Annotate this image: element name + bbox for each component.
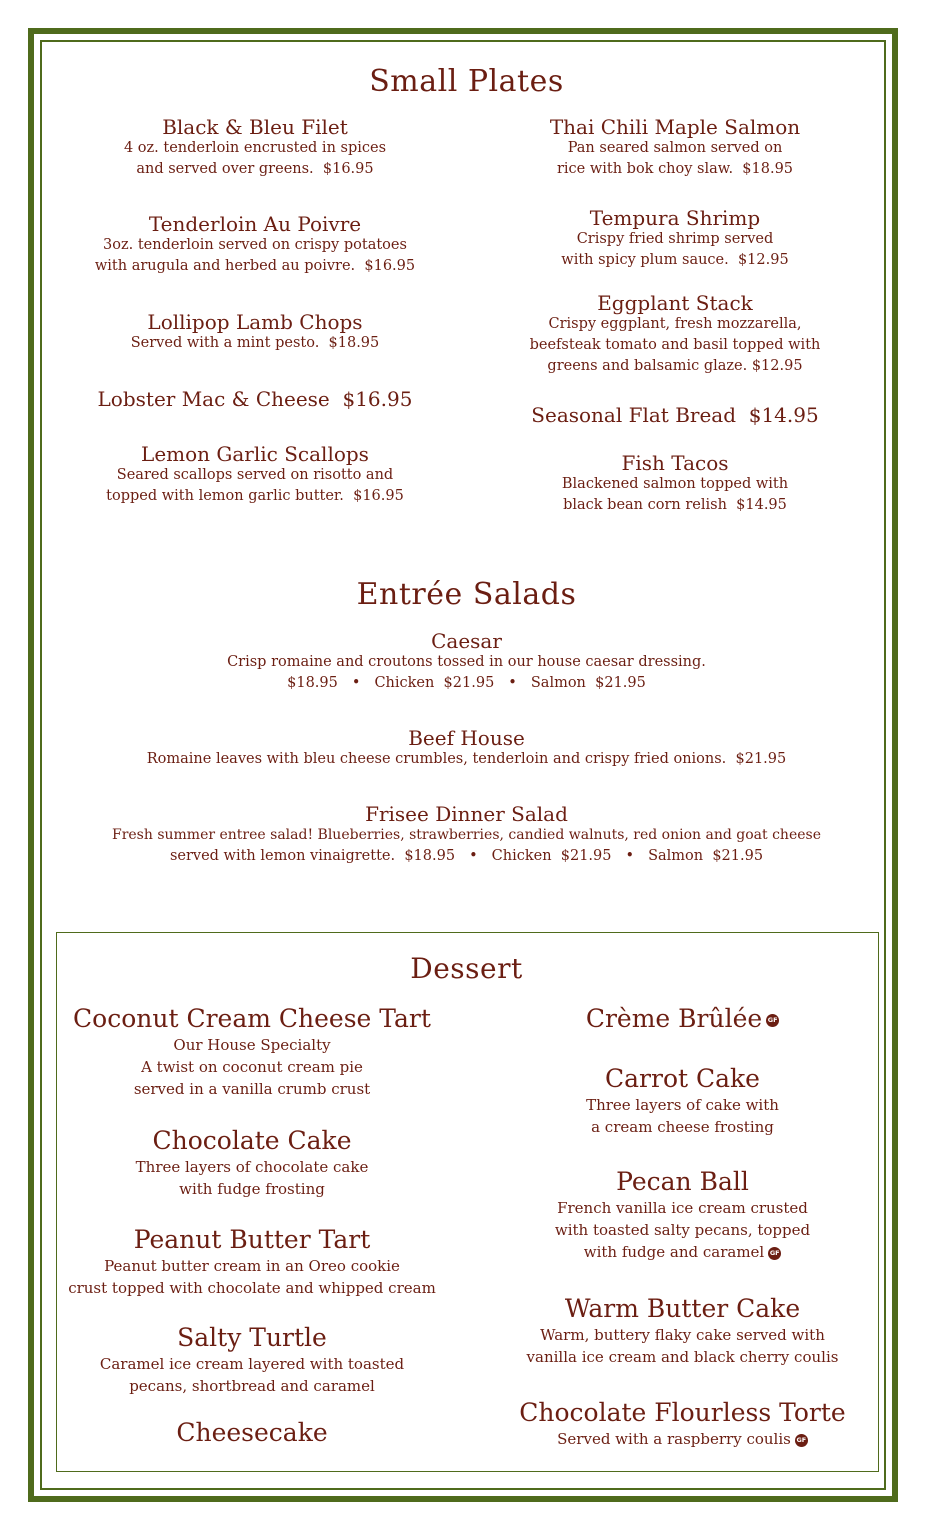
item-name: Lollipop Lamb Chops bbox=[147, 310, 363, 334]
salad-item bbox=[60, 727, 873, 770]
menu-item bbox=[480, 116, 870, 180]
menu-item bbox=[480, 404, 870, 426]
item-name: Eggplant Stack bbox=[597, 291, 753, 315]
item-desc-row bbox=[490, 1428, 875, 1450]
item-desc: Our House Specialty bbox=[173, 1036, 331, 1054]
item-desc: greens and balsamic glaze. $12.95 bbox=[547, 358, 803, 374]
price: Chicken $21.95 bbox=[374, 675, 495, 691]
item-desc: served with lemon vinaigrette. $18.95 bbox=[169, 848, 456, 864]
item-desc: Warm, buttery flaky cake served with bbox=[540, 1326, 825, 1344]
dessert-item bbox=[62, 1418, 442, 1448]
item-name: Pecan Ball bbox=[616, 1167, 749, 1196]
price-line bbox=[60, 673, 873, 694]
item-desc: Three layers of chocolate cake bbox=[135, 1158, 369, 1176]
item-name: Tenderloin Au Poivre bbox=[148, 212, 362, 236]
salad-item bbox=[50, 803, 883, 867]
dessert-item bbox=[62, 1225, 442, 1299]
gluten-free-icon: GF bbox=[766, 1014, 779, 1027]
item-name: Chocolate Flourless Torte bbox=[519, 1398, 846, 1427]
item-desc-row bbox=[490, 1241, 875, 1263]
item-desc: Crispy eggplant, fresh mozzarella, bbox=[548, 316, 802, 332]
item-desc: Blackened salmon topped with bbox=[561, 476, 789, 492]
menu-item bbox=[480, 292, 870, 377]
menu-item bbox=[60, 388, 450, 410]
price: Salmon $21.95 bbox=[530, 675, 646, 691]
item-desc: and served over greens. $16.95 bbox=[136, 161, 374, 177]
menu-item bbox=[480, 207, 870, 271]
item-desc: French vanilla ice cream crusted bbox=[557, 1199, 808, 1217]
item-name-row bbox=[490, 1004, 875, 1034]
small-plates-title: Small Plates bbox=[369, 64, 564, 99]
bullet: • bbox=[508, 675, 517, 691]
item-desc: served in a vanilla crumb crust bbox=[133, 1080, 371, 1098]
item-name: Thai Chili Maple Salmon bbox=[549, 115, 801, 139]
item-desc: Served with a raspberry coulis bbox=[557, 1430, 791, 1448]
dessert-item bbox=[490, 1064, 875, 1138]
dessert-title: Dessert bbox=[410, 952, 523, 985]
item-desc: Crispy fried shrimp served bbox=[576, 231, 774, 247]
item-name: Crème Brûlée bbox=[585, 1004, 763, 1033]
item-desc: beefsteak tomato and basil topped with bbox=[529, 337, 821, 353]
salad-item bbox=[60, 630, 873, 694]
item-desc: A twist on coconut cream pie bbox=[141, 1058, 363, 1076]
item-name: Beef House bbox=[408, 726, 525, 750]
item-desc: Seared scallops served on risotto and bbox=[116, 467, 394, 483]
item-desc: topped with lemon garlic butter. $16.95 bbox=[106, 488, 404, 504]
price-line bbox=[50, 846, 883, 867]
item-desc: with toasted salty pecans, topped bbox=[554, 1221, 811, 1239]
item-name: Coconut Cream Cheese Tart bbox=[73, 1004, 431, 1033]
gluten-free-icon: GF bbox=[768, 1247, 781, 1260]
dessert-item bbox=[62, 1323, 442, 1397]
dessert-item bbox=[490, 1398, 875, 1450]
item-name: Fish Tacos bbox=[621, 451, 729, 475]
item-desc: a cream cheese frosting bbox=[591, 1118, 774, 1136]
menu-item bbox=[60, 116, 450, 180]
item-name: Caesar bbox=[431, 629, 502, 653]
dessert-item bbox=[490, 1294, 875, 1368]
item-desc: vanilla ice cream and black cherry coulis bbox=[526, 1348, 839, 1366]
price: $18.95 bbox=[287, 675, 338, 691]
item-desc: with arugula and herbed au poivre. $16.95 bbox=[94, 258, 416, 274]
item-name: Cheesecake bbox=[176, 1418, 328, 1447]
item-desc: Caramel ice cream layered with toasted bbox=[99, 1355, 405, 1373]
item-desc: Crisp romaine and croutons tossed in our house caesar dressing. bbox=[227, 654, 706, 670]
item-name: Carrot Cake bbox=[605, 1064, 760, 1093]
dessert-item bbox=[62, 1004, 442, 1100]
dessert-item bbox=[62, 1126, 442, 1200]
price: Chicken $21.95 bbox=[491, 848, 612, 864]
item-name: Warm Butter Cake bbox=[564, 1294, 801, 1323]
item-desc: Fresh summer entree salad! Blueberries, strawberries, candied walnuts, red onion and goat cheese bbox=[111, 827, 821, 843]
item-desc: Peanut butter cream in an Oreo cookie bbox=[104, 1257, 400, 1275]
item-name: Salty Turtle bbox=[177, 1323, 327, 1352]
item-desc: with fudge and caramel bbox=[583, 1243, 765, 1261]
item-name: Lemon Garlic Scallops bbox=[141, 442, 369, 466]
item-name: Lobster Mac & Cheese $16.95 bbox=[97, 387, 413, 411]
item-name: Peanut Butter Tart bbox=[133, 1225, 371, 1254]
item-desc: Served with a mint pesto. $18.95 bbox=[130, 335, 380, 351]
item-desc: with fudge frosting bbox=[179, 1180, 325, 1198]
item-name: Black & Bleu Filet bbox=[162, 115, 348, 139]
item-desc: 3oz. tenderloin served on crispy potatoes bbox=[103, 237, 407, 253]
gluten-free-icon: GF bbox=[795, 1434, 808, 1447]
item-desc: Romaine leaves with bleu cheese crumbles, tenderloin and crispy fried onions. $21.95 bbox=[146, 751, 787, 767]
item-name: Frisee Dinner Salad bbox=[365, 802, 568, 826]
item-desc: pecans, shortbread and caramel bbox=[129, 1377, 375, 1395]
menu-item bbox=[60, 311, 450, 354]
item-name: Tempura Shrimp bbox=[589, 206, 761, 230]
item-desc: Three layers of cake with bbox=[586, 1096, 779, 1114]
item-desc: with spicy plum sauce. $12.95 bbox=[561, 252, 789, 268]
menu-item bbox=[60, 213, 450, 277]
menu-item bbox=[60, 443, 450, 507]
item-desc: rice with bok choy slaw. $18.95 bbox=[556, 161, 794, 177]
bullet: • bbox=[625, 848, 635, 864]
dessert-item bbox=[490, 1167, 875, 1263]
bullet: • bbox=[469, 848, 478, 864]
bullet: • bbox=[351, 675, 361, 691]
entree-salads-title: Entrée Salads bbox=[356, 577, 577, 612]
item-desc: 4 oz. tenderloin encrusted in spices bbox=[123, 140, 387, 156]
item-desc: black bean corn relish $14.95 bbox=[563, 497, 787, 513]
item-desc: Pan seared salmon served on bbox=[567, 140, 783, 156]
item-name: Seasonal Flat Bread $14.95 bbox=[531, 403, 819, 427]
menu-item bbox=[480, 452, 870, 516]
item-desc: crust topped with chocolate and whipped cream bbox=[68, 1279, 436, 1297]
item-name: Chocolate Cake bbox=[152, 1126, 352, 1155]
dessert-item bbox=[490, 1004, 875, 1034]
price: Salmon $21.95 bbox=[648, 848, 764, 864]
